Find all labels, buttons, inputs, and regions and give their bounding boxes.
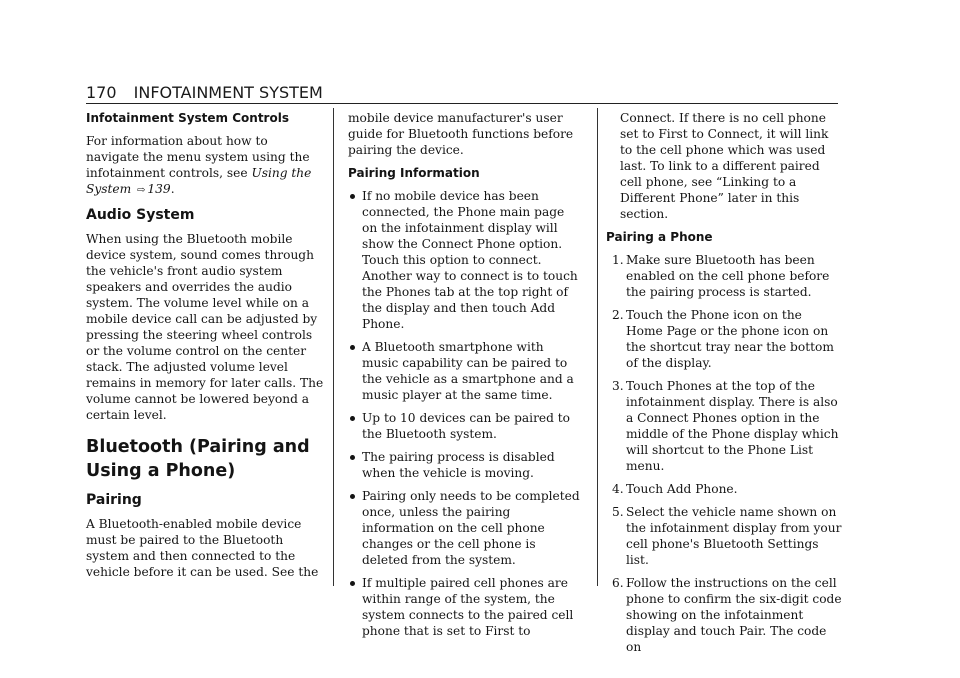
bullet-icon: [350, 194, 355, 199]
bluetooth-heading: Bluetooth (Pairing and Using a Phone): [86, 437, 310, 481]
pairing-steps-list: [606, 252, 842, 655]
bullet-icon: [350, 455, 355, 460]
header-rule: [86, 103, 838, 104]
intro-text: mobile device manufacturer's user guide for Bluetooth functions before pairing the device.: [348, 111, 574, 157]
controls-end: .: [170, 182, 175, 196]
section-title: INFOTAINMENT SYSTEM: [133, 83, 323, 102]
bullet-icon: [350, 581, 355, 586]
column-1: [86, 110, 324, 587]
step-item: 3. Touch Phones at the top of the infotainment display. There is also a Connect Phones option in the middle of the Phone display which will shortcut to the Phone List menu.: [612, 379, 839, 473]
list-item: A Bluetooth smartphone with music capability can be paired to the vehicle as a smartphone and a music player at the same time.: [348, 339, 580, 403]
bullet-icon: [350, 494, 355, 499]
list-item: Up to 10 devices can be paired to the Bluetooth system.: [348, 410, 580, 442]
step-item: 1. Make sure Bluetooth has been enabled on the cell phone before the pairing process is started.: [612, 253, 830, 299]
list-item: Pairing only needs to be completed once, unless the pairing information on the cell phone changes or the cell phone is deleted from the system.: [348, 488, 580, 568]
controls-paragraph: [86, 133, 324, 199]
list-item: If multiple paired cell phones are within range of the system, the system connects to the paired cell phone that is set to First to: [348, 575, 580, 639]
bullet-icon: [350, 416, 355, 421]
pairing-info-list: [348, 188, 580, 639]
column-2: [348, 110, 580, 646]
column-divider-1: [333, 108, 334, 586]
pairing-text: A Bluetooth-enabled mobile device must be paired to the Bluetooth system and then connected to the vehicle before it can be used. See the: [86, 517, 319, 579]
bullet-icon: [350, 345, 355, 350]
list-item: If no mobile device has been connected, the Phone main page on the infotainment display will show the Connect Phone option. Touch this option to connect. Another way to connect is to touch the Phones tab at the top right of the display and then touch Add Phone.: [348, 188, 580, 332]
continued-text: Connect. If there is no cell phone set to First to Connect, it will link to the cell phone which was used last. To link to a different paired cell phone, see “Linking to a Different Phone” later in this section.: [620, 111, 829, 221]
page-number: 170: [86, 83, 117, 102]
controls-text: For information about how to navigate the menu system using the infotainment controls, see: [86, 134, 310, 180]
step-item: 4. Touch Add Phone.: [612, 482, 738, 496]
pairing-heading: Pairing: [86, 492, 142, 508]
step-item: 2. Touch the Phone icon on the Home Page or the phone icon on the shortcut tray near the bottom of the display.: [612, 308, 834, 370]
pairing-a-phone-heading: Pairing a Phone: [606, 230, 713, 244]
page-header: [86, 83, 323, 102]
audio-system-text: When using the Bluetooth mobile device system, sound comes through the vehicle's front audio system speakers and overrides the audio system. The volume level while on a mobile device call can be adjusted by pressing the steering wheel controls or the volume control on the center stack. The adjusted volume level remains in memory for later calls. The volume cannot be lowered beyond a certain level.: [86, 232, 324, 422]
step-item: 5. Select the vehicle name shown on the infotainment display from your cell phone's Bluetooth Settings list.: [612, 505, 842, 567]
list-item: The pairing process is disabled when the vehicle is moving.: [348, 449, 580, 481]
page-ref-arrow-icon: ⇨: [137, 185, 146, 196]
step-item: 6. Follow the instructions on the cell phone to confirm the six-digit code showing on the infotainment display and touch Pair. The code on: [612, 576, 842, 654]
column-3: [606, 110, 842, 662]
page-ref-number[interactable]: 139: [147, 182, 171, 196]
audio-system-heading: Audio System: [86, 207, 195, 223]
using-the-system-link[interactable]: Using the System: [86, 166, 312, 196]
pairing-information-heading: Pairing Information: [348, 166, 480, 180]
controls-heading: Infotainment System Controls: [86, 111, 289, 125]
column-divider-2: [597, 108, 598, 586]
